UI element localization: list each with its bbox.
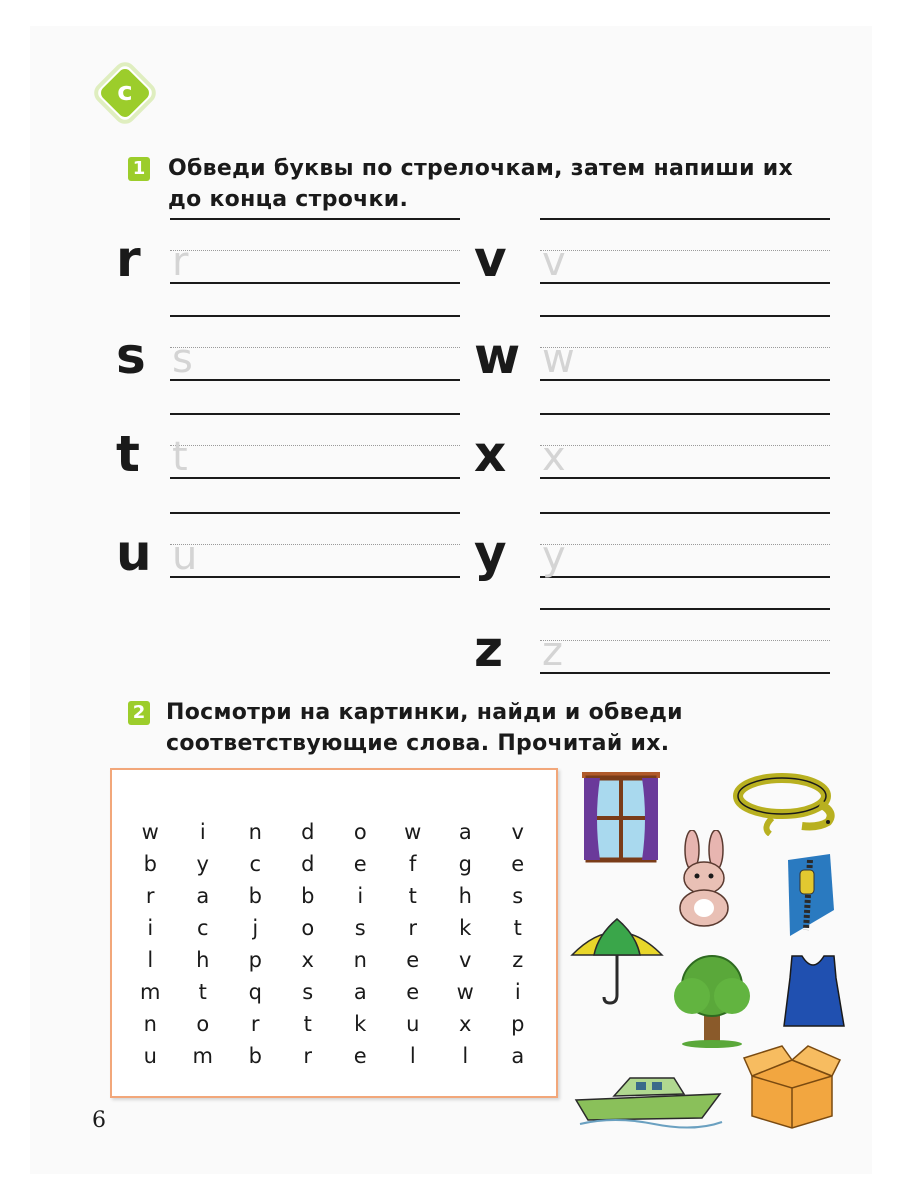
word-search-letter[interactable]: v xyxy=(459,948,472,972)
writing-base-line xyxy=(540,477,830,479)
writing-top-line xyxy=(170,218,460,220)
tracing-letter: z xyxy=(474,620,504,678)
section-badge xyxy=(90,58,160,128)
word-search-letter[interactable]: t xyxy=(408,884,417,908)
word-search-letter[interactable]: w xyxy=(404,820,422,844)
word-search-letter[interactable]: d xyxy=(301,852,315,876)
page-number: 6 xyxy=(92,1108,106,1133)
trace-guide-letter[interactable]: s xyxy=(172,336,193,382)
word-search-letter[interactable]: w xyxy=(141,820,159,844)
word-search-letter[interactable]: b xyxy=(301,884,315,908)
word-search-letter[interactable]: s xyxy=(512,884,524,908)
writing-mid-line xyxy=(540,544,830,545)
tracing-letter: w xyxy=(474,327,521,385)
writing-base-line xyxy=(170,282,460,284)
writing-top-line xyxy=(540,512,830,514)
rabbit-picture xyxy=(664,830,744,930)
word-search-letter[interactable]: a xyxy=(353,980,367,1004)
word-search-box xyxy=(110,768,558,1098)
word-search-letter[interactable]: o xyxy=(353,820,367,844)
word-search-letter[interactable]: z xyxy=(512,948,524,972)
writing-base-line xyxy=(540,672,830,674)
word-search-letter[interactable]: s xyxy=(354,916,366,940)
word-search-letter[interactable]: r xyxy=(145,884,155,908)
tree-picture xyxy=(666,950,758,1048)
word-search-letter[interactable]: p xyxy=(248,948,262,972)
word-search-letter[interactable]: t xyxy=(303,1012,312,1036)
word-search-letter[interactable]: r xyxy=(250,1012,260,1036)
task2-instructions xyxy=(166,697,683,759)
task1-number: 1 xyxy=(128,157,150,181)
box-picture xyxy=(742,1040,842,1130)
tracing-letter: u xyxy=(116,524,152,582)
word-search-letter[interactable]: g xyxy=(458,852,472,876)
trace-guide-letter[interactable]: x xyxy=(542,434,566,480)
writing-top-line xyxy=(540,218,830,220)
word-search-letter[interactable]: n xyxy=(143,1012,157,1036)
trace-guide-letter[interactable]: t xyxy=(172,434,188,480)
tracing-letter: s xyxy=(116,327,146,385)
word-search-letter[interactable]: n xyxy=(248,820,262,844)
writing-base-line xyxy=(540,379,830,381)
badge-letter: c xyxy=(117,77,133,107)
word-search-row xyxy=(124,976,544,1008)
word-search-letter[interactable]: i xyxy=(199,820,206,844)
writing-mid-line xyxy=(540,250,830,251)
vest-picture xyxy=(778,950,848,1030)
window-picture xyxy=(578,768,664,864)
task2-line2: соответствующие слова. Прочитай их. xyxy=(166,731,670,756)
word-search-letter[interactable]: k xyxy=(459,916,472,940)
word-search-letter[interactable]: n xyxy=(353,948,367,972)
word-search-letter[interactable]: l xyxy=(462,1044,469,1068)
tracing-letter: v xyxy=(474,230,507,288)
word-search-letter[interactable]: f xyxy=(409,852,417,876)
snake-picture xyxy=(732,768,842,836)
word-search-row xyxy=(124,880,544,912)
word-search-letter[interactable]: m xyxy=(140,980,161,1004)
word-search-letter[interactable]: c xyxy=(249,852,262,876)
word-search-grid xyxy=(124,816,544,1072)
word-search-letter[interactable]: b xyxy=(248,1044,262,1068)
word-search-letter[interactable]: e xyxy=(353,1044,367,1068)
word-search-row xyxy=(124,912,544,944)
trace-guide-letter[interactable]: v xyxy=(542,239,566,285)
word-search-letter[interactable]: e xyxy=(406,948,420,972)
zipper-picture xyxy=(770,850,840,940)
writing-top-line xyxy=(540,413,830,415)
writing-mid-line xyxy=(170,544,460,545)
writing-mid-line xyxy=(540,640,830,641)
word-search-letter[interactable]: b xyxy=(248,884,262,908)
word-search-letter[interactable]: l xyxy=(409,1044,416,1068)
word-search-letter[interactable]: o xyxy=(301,916,315,940)
word-search-letter[interactable]: x xyxy=(301,948,314,972)
word-search-letter[interactable]: r xyxy=(408,916,418,940)
task2-line1: Посмотри на картинки, найди и обведи xyxy=(166,700,683,725)
word-search-letter[interactable]: c xyxy=(196,916,209,940)
task1-line1: Обведи буквы по стрелочкам, затем напиши их xyxy=(168,156,793,181)
writing-mid-line xyxy=(170,347,460,348)
word-search-letter[interactable]: m xyxy=(192,1044,213,1068)
word-search-letter[interactable]: o xyxy=(196,1012,210,1036)
trace-guide-letter[interactable]: y xyxy=(542,533,566,579)
word-search-row xyxy=(124,944,544,976)
trace-guide-letter[interactable]: z xyxy=(542,629,563,675)
writing-mid-line xyxy=(170,250,460,251)
word-search-row xyxy=(124,848,544,880)
writing-top-line xyxy=(170,315,460,317)
trace-guide-letter[interactable]: w xyxy=(542,336,575,382)
word-search-letter[interactable]: b xyxy=(143,852,157,876)
writing-base-line xyxy=(540,282,830,284)
word-search-letter[interactable]: a xyxy=(196,884,210,908)
word-search-letter[interactable]: e xyxy=(353,852,367,876)
writing-top-line xyxy=(540,608,830,610)
word-search-letter[interactable]: h xyxy=(196,948,210,972)
word-search-letter[interactable]: x xyxy=(459,1012,472,1036)
word-search-letter[interactable]: q xyxy=(248,980,262,1004)
word-search-row xyxy=(124,1008,544,1040)
writing-base-line xyxy=(170,477,460,479)
word-search-letter[interactable]: e xyxy=(511,852,525,876)
word-search-letter[interactable]: s xyxy=(302,980,314,1004)
word-search-letter[interactable]: i xyxy=(357,884,364,908)
word-search-letter[interactable]: e xyxy=(406,980,420,1004)
boat-picture xyxy=(574,1066,724,1130)
task1-instructions xyxy=(168,153,793,215)
tracing-letter: y xyxy=(474,524,507,582)
writing-mid-line xyxy=(540,445,830,446)
word-search-letter[interactable]: t xyxy=(513,916,522,940)
writing-base-line xyxy=(170,576,460,578)
word-search-letter[interactable]: k xyxy=(354,1012,367,1036)
word-search-row xyxy=(124,816,544,848)
umbrella-picture xyxy=(568,915,666,1007)
word-search-letter[interactable]: h xyxy=(458,884,472,908)
word-search-letter[interactable]: v xyxy=(511,820,524,844)
tracing-letter: x xyxy=(474,425,507,483)
writing-base-line xyxy=(540,576,830,578)
writing-top-line xyxy=(170,413,460,415)
word-search-letter[interactable]: u xyxy=(406,1012,420,1036)
writing-mid-line xyxy=(170,445,460,446)
word-search-letter[interactable]: i xyxy=(514,980,521,1004)
writing-top-line xyxy=(170,512,460,514)
word-search-letter[interactable]: d xyxy=(301,820,315,844)
tracing-letter: r xyxy=(116,230,141,288)
word-search-letter[interactable]: r xyxy=(303,1044,313,1068)
word-search-letter[interactable]: i xyxy=(147,916,154,940)
task1-line2: до конца строчки. xyxy=(168,187,409,212)
tracing-letter: t xyxy=(116,425,140,483)
trace-guide-letter[interactable]: u xyxy=(172,533,198,579)
writing-top-line xyxy=(540,315,830,317)
word-search-letter[interactable]: p xyxy=(511,1012,525,1036)
writing-mid-line xyxy=(540,347,830,348)
writing-base-line xyxy=(170,379,460,381)
word-search-letter[interactable]: y xyxy=(196,852,209,876)
word-search-letter[interactable]: a xyxy=(458,820,472,844)
word-search-letter[interactable]: w xyxy=(456,980,474,1004)
word-search-letter[interactable]: u xyxy=(143,1044,157,1068)
word-search-letter[interactable]: l xyxy=(147,948,154,972)
word-search-row xyxy=(124,1040,544,1072)
task2-number: 2 xyxy=(128,701,150,725)
word-search-letter[interactable]: j xyxy=(252,916,259,940)
word-search-letter[interactable]: a xyxy=(511,1044,525,1068)
trace-guide-letter[interactable]: r xyxy=(172,239,189,285)
word-search-letter[interactable]: t xyxy=(198,980,207,1004)
